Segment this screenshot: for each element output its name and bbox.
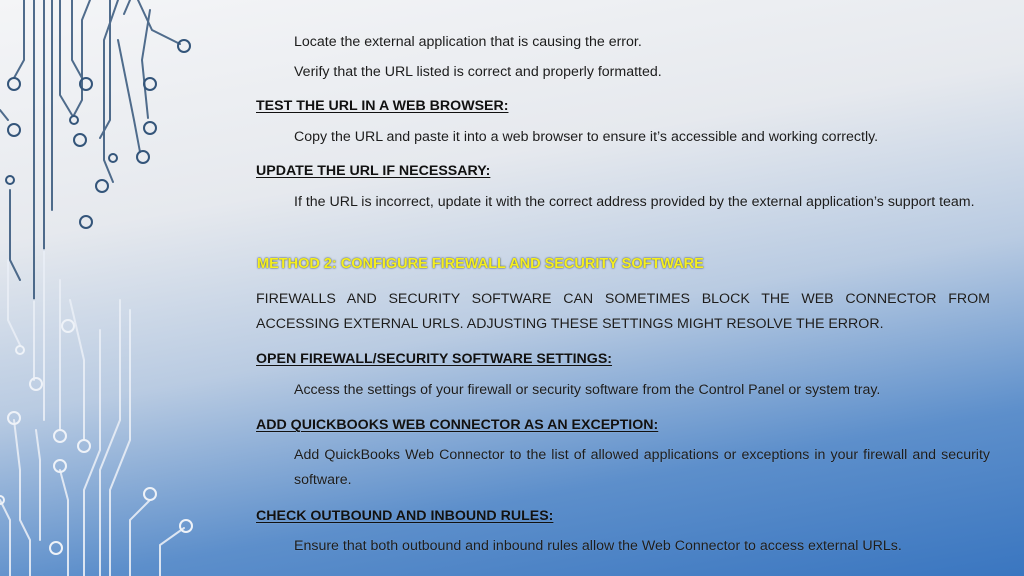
locate-line: Locate the external application that is causing the error. [294, 34, 642, 50]
open-settings-body: Access the settings of your firewall or security software from the Control Panel or system tray. [294, 382, 881, 398]
add-exception-heading: ADD QUICKBOOKS WEB CONNECTOR AS AN EXCEPTION: [256, 417, 659, 433]
add-exception-body: Add QuickBooks Web Connector to the list of allowed applications or exceptions in your firewall and security software. [294, 447, 990, 488]
update-url-body: If the URL is incorrect, update it with the correct address provided by the external application’s support team. [294, 194, 975, 210]
update-url-heading: UPDATE THE URL IF NECESSARY: [256, 163, 491, 179]
firewall-intro: FIREWALLS AND SECURITY SOFTWARE CAN SOMETIMES BLOCK THE WEB CONNECTOR FROM ACCESSING EXTERNAL URLS. ADJUSTING THESE SETTINGS MIGHT RESOLVE THE ERROR. [256, 291, 990, 332]
verify-line: Verify that the URL listed is correct and properly formatted. [294, 64, 662, 80]
test-url-body: Copy the URL and paste it into a web browser to ensure it’s accessible and working correctly. [294, 129, 879, 145]
open-settings-heading: OPEN FIREWALL/SECURITY SOFTWARE SETTINGS: [256, 351, 613, 367]
check-rules-heading: CHECK OUTBOUND AND INBOUND RULES: [256, 508, 554, 524]
check-rules-body: Ensure that both outbound and inbound rules allow the Web Connector to access external URLs. [294, 538, 902, 554]
method-2-title: METHOD 2: CONFIGURE FIREWALL AND SECURITY SOFTWARE [257, 256, 704, 272]
test-url-heading: TEST THE URL IN A WEB BROWSER: [256, 98, 509, 114]
